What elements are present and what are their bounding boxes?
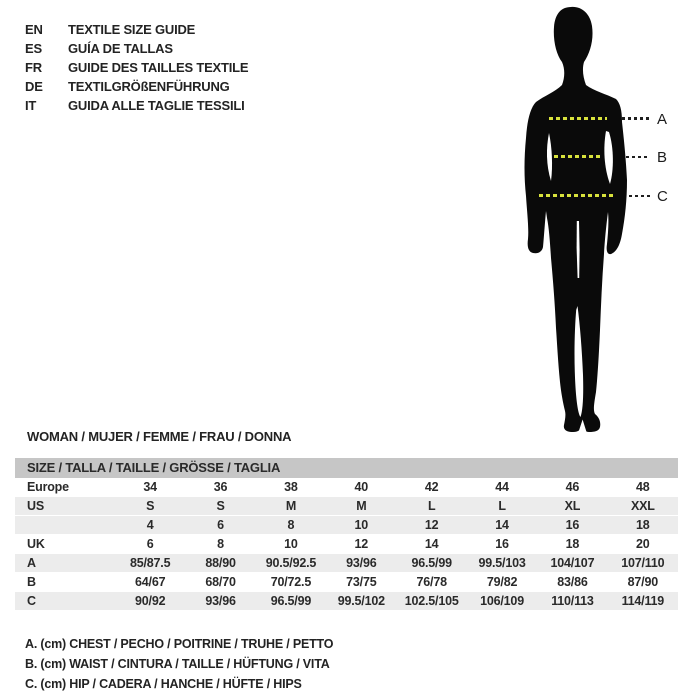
woman-silhouette — [470, 0, 700, 440]
size-value-cell: 99.5/103 — [478, 556, 526, 570]
size-value-cell: 79/82 — [486, 575, 518, 589]
waist-marker-label: B — [657, 149, 668, 166]
size-value-cell: 87/90 — [627, 575, 658, 589]
size-value-cell: 6 — [146, 537, 154, 551]
size-value-cell: S — [216, 499, 225, 513]
table-row — [15, 497, 678, 516]
size-value-cell: 90/92 — [135, 594, 166, 608]
size-value-cell: 88/90 — [205, 556, 236, 570]
size-value-cell: 93/96 — [205, 594, 236, 608]
waist-measure-line — [554, 155, 602, 158]
size-value-cell: 16 — [565, 518, 580, 532]
chest-marker-label: A — [657, 111, 668, 128]
size-value-cell: 8 — [287, 518, 295, 532]
size-value-cell: 93/96 — [346, 556, 377, 570]
size-value-cell: 73/75 — [346, 575, 377, 589]
hip-measure-line — [539, 194, 613, 197]
size-value-cell: 16 — [495, 537, 509, 551]
waist-pointer-line — [626, 156, 650, 159]
language-guide-title: GUÍA DE TALLAS — [68, 41, 173, 56]
size-value-cell: 76/78 — [416, 575, 447, 589]
row-label: UK — [27, 537, 45, 551]
size-value-cell: 44 — [495, 480, 509, 494]
size-value-cell: 104/107 — [550, 556, 595, 570]
row-label — [15, 516, 115, 534]
row-label: US — [27, 499, 44, 513]
table-row — [15, 516, 678, 535]
size-value-cell: 83/86 — [557, 575, 588, 589]
size-value-cell: 48 — [636, 480, 650, 494]
language-code: EN — [25, 22, 43, 37]
size-value-cell: 102.5/105 — [404, 594, 459, 608]
measurement-legend — [25, 634, 333, 694]
size-value-cell: 99.5/102 — [337, 594, 385, 608]
language-guide-title: TEXTILE SIZE GUIDE — [68, 22, 196, 37]
size-value-cell: M — [285, 499, 297, 513]
size-value-cell: 12 — [424, 518, 439, 532]
size-value-cell: 6 — [217, 518, 224, 532]
size-value-cell: 40 — [354, 480, 369, 494]
size-value-cell: 10 — [354, 518, 369, 532]
table-row — [15, 535, 678, 554]
size-value-cell: M — [356, 499, 367, 513]
row-label: B — [27, 575, 36, 589]
size-value-cell: 106/109 — [480, 594, 524, 608]
language-code: IT — [25, 98, 37, 113]
size-value-cell: 68/70 — [205, 575, 236, 589]
size-value-cell: 14 — [495, 518, 509, 532]
size-value-cell: 12 — [354, 537, 369, 551]
row-label: C — [27, 594, 36, 608]
size-table-header: SIZE / TALLA / TAILLE / GRÖSSE / TAGLIA — [15, 458, 678, 478]
legend-line: A. (cm) CHEST / PECHO / POITRINE / TRUHE / PETTO — [25, 637, 334, 651]
language-guide-title: GUIDE DES TAILLES TEXTILE — [68, 60, 249, 75]
size-value-cell: 107/110 — [621, 556, 665, 570]
table-row — [15, 554, 678, 573]
legend-line: C. (cm) HIP / CADERA / HANCHE / HÜFTE / HIPS — [25, 677, 302, 691]
size-value-cell: 85/87.5 — [130, 556, 171, 570]
size-table-rows — [15, 478, 678, 611]
size-value-cell: 96.5/99 — [411, 556, 452, 570]
chest-measure-line — [549, 117, 607, 120]
legend-line: B. (cm) WAIST / CINTURA / TAILLE / HÜFTUNG / VITA — [25, 657, 330, 671]
size-value-cell: 36 — [213, 480, 228, 494]
size-value-cell: 96.5/99 — [270, 594, 312, 608]
chest-pointer-line — [622, 117, 649, 120]
size-table — [15, 458, 678, 611]
size-value-cell: 18 — [565, 537, 580, 551]
size-value-cell: L — [427, 499, 436, 513]
hip-pointer-line — [629, 195, 650, 198]
language-guide-title: TEXTILGRÖßENFÜHRUNG — [68, 79, 230, 94]
size-value-cell: 90.5/92.5 — [265, 556, 317, 570]
size-value-cell: L — [498, 499, 506, 513]
size-value-cell: 8 — [217, 537, 224, 551]
size-value-cell: 34 — [143, 480, 157, 494]
size-value-cell: 114/119 — [621, 594, 665, 608]
row-label: Europe — [27, 480, 69, 494]
size-value-cell: 70/72.5 — [270, 575, 312, 589]
size-value-cell: 4 — [146, 518, 154, 532]
size-value-cell: XXL — [630, 499, 655, 513]
language-guide-title: GUIDA ALLE TAGLIE TESSILI — [68, 98, 245, 113]
size-value-cell: 10 — [284, 537, 298, 551]
table-row — [15, 573, 678, 592]
size-value-cell: XL — [564, 499, 581, 513]
language-code: DE — [25, 79, 43, 94]
language-code: ES — [25, 41, 42, 56]
size-value-cell: 42 — [424, 480, 439, 494]
table-title: WOMAN / MUJER / FEMME / FRAU / DONNA — [27, 429, 292, 444]
size-value-cell: 110/113 — [551, 594, 594, 608]
size-value-cell: 38 — [284, 480, 298, 494]
table-row — [15, 478, 678, 497]
hip-marker-label: C — [657, 188, 668, 205]
language-code: FR — [25, 60, 42, 75]
size-value-cell: 18 — [636, 518, 650, 532]
size-value-cell: 64/67 — [135, 575, 166, 589]
size-value-cell: S — [146, 499, 155, 513]
size-value-cell: 46 — [565, 480, 580, 494]
size-value-cell: 14 — [424, 537, 439, 551]
table-row — [15, 592, 678, 611]
size-value-cell: 20 — [636, 537, 650, 551]
row-label: A — [27, 556, 36, 570]
